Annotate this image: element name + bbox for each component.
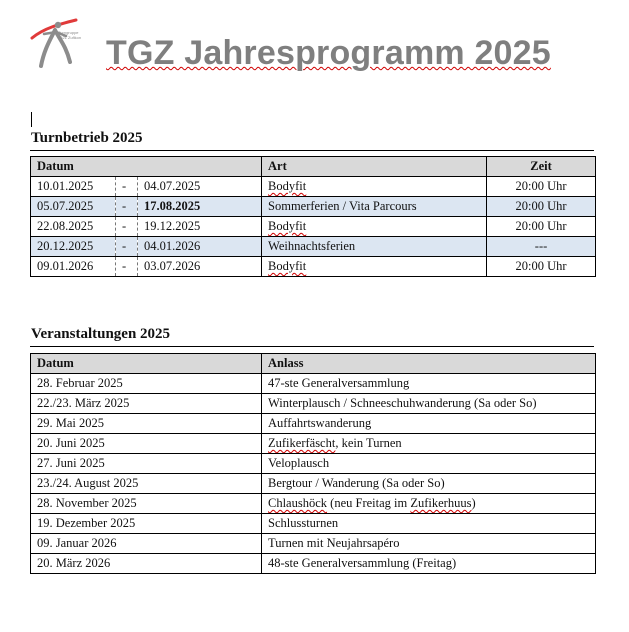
table-row <box>31 534 596 554</box>
event-name: 47-ste Generalversammlung <box>262 374 596 394</box>
veranstaltungen-header-row <box>31 354 596 374</box>
art-cell: Sommerferien / Vita Parcours <box>262 197 487 217</box>
date-from: 22.08.2025 <box>31 217 116 237</box>
event-date: 20. März 2026 <box>31 554 262 574</box>
date-to: 04.07.2025 <box>138 177 262 197</box>
art-text: Bodyfit <box>268 219 307 233</box>
tgz-logo <box>30 16 86 74</box>
date-from: 09.01.2026 <box>31 257 116 277</box>
col-zeit: Zeit <box>487 157 596 177</box>
date-separator: - <box>116 197 138 217</box>
event-name-part: (neu Freitag im <box>327 496 411 510</box>
event-name: Veloplausch <box>262 454 596 474</box>
table-row <box>31 217 596 237</box>
date-to: 03.07.2026 <box>138 257 262 277</box>
page-title <box>106 33 551 73</box>
event-date: 20. Juni 2025 <box>31 434 262 454</box>
event-date: 23./24. August 2025 <box>31 474 262 494</box>
event-name-part: Chlaushöck <box>268 496 328 510</box>
table-row <box>31 434 596 454</box>
date-separator: - <box>116 257 138 277</box>
col-art: Art <box>262 157 487 177</box>
event-name-part: ) <box>471 496 476 510</box>
table-row <box>31 394 596 414</box>
date-separator: - <box>116 217 138 237</box>
event-date: 22./23. März 2025 <box>31 394 262 414</box>
turnbetrieb-table <box>30 156 596 277</box>
event-name-part: , kein Turnen <box>335 436 402 450</box>
col-anlass: Anlass <box>262 354 596 374</box>
date-separator: - <box>116 177 138 197</box>
event-name: Bergtour / Wanderung (Sa oder So) <box>262 474 596 494</box>
gymnast-logo-icon <box>30 16 86 74</box>
zeit-cell: 20:00 Uhr <box>487 257 596 277</box>
event-name: 48-ste Generalversammlung (Freitag) <box>262 554 596 574</box>
veranstaltungen-rule <box>30 346 594 347</box>
table-row <box>31 554 596 574</box>
zeit-cell: --- <box>487 237 596 257</box>
table-row <box>31 177 596 197</box>
art-cell <box>262 177 487 197</box>
event-date: 19. Dezember 2025 <box>31 514 262 534</box>
event-name: Schlussturnen <box>262 514 596 534</box>
event-date: 29. Mai 2025 <box>31 414 262 434</box>
event-name-part: Zufikerfäscht <box>268 436 336 450</box>
event-date: 28. November 2025 <box>31 494 262 514</box>
event-name <box>262 434 596 454</box>
date-from: 20.12.2025 <box>31 237 116 257</box>
date-to: 04.01.2026 <box>138 237 262 257</box>
logo-caption: Turngruppe 5621 Zufikon <box>58 30 82 40</box>
date-separator: - <box>116 237 138 257</box>
zeit-cell: 20:00 Uhr <box>487 217 596 237</box>
turnbetrieb-header-row <box>31 157 596 177</box>
event-date: 28. Februar 2025 <box>31 374 262 394</box>
art-cell <box>262 217 487 237</box>
event-name: Winterplausch / Schneeschuhwanderung (Sa oder So) <box>262 394 596 414</box>
event-name <box>262 494 596 514</box>
art-text: Bodyfit <box>268 259 307 273</box>
table-row <box>31 197 596 217</box>
event-date: 09. Januar 2026 <box>31 534 262 554</box>
art-cell <box>262 257 487 277</box>
page-title-text: TGZ Jahresprogramm 2025 <box>106 34 551 72</box>
table-row <box>31 454 596 474</box>
event-name-part: Zufikerhuus <box>410 496 472 510</box>
event-name: Auffahrtswanderung <box>262 414 596 434</box>
date-from: 10.01.2025 <box>31 177 116 197</box>
turnbetrieb-heading: Turnbetrieb 2025 <box>31 130 143 146</box>
table-row <box>31 257 596 277</box>
text-cursor <box>31 112 32 127</box>
table-row <box>31 414 596 434</box>
art-text: Bodyfit <box>268 179 307 193</box>
col-datum: Datum <box>31 157 262 177</box>
turnbetrieb-rule <box>30 150 594 151</box>
table-row <box>31 374 596 394</box>
col-datum: Datum <box>31 354 262 374</box>
table-row <box>31 237 596 257</box>
date-from: 05.07.2025 <box>31 197 116 217</box>
date-to: 19.12.2025 <box>138 217 262 237</box>
zeit-cell: 20:00 Uhr <box>487 177 596 197</box>
table-row <box>31 474 596 494</box>
table-row <box>31 514 596 534</box>
date-to: 17.08.2025 <box>138 197 262 217</box>
art-cell: Weihnachtsferien <box>262 237 487 257</box>
zeit-cell: 20:00 Uhr <box>487 197 596 217</box>
veranstaltungen-heading: Veranstaltungen 2025 <box>31 326 171 342</box>
veranstaltungen-table <box>30 353 596 574</box>
table-row <box>31 494 596 514</box>
event-date: 27. Juni 2025 <box>31 454 262 474</box>
event-name: Turnen mit Neujahrsapéro <box>262 534 596 554</box>
